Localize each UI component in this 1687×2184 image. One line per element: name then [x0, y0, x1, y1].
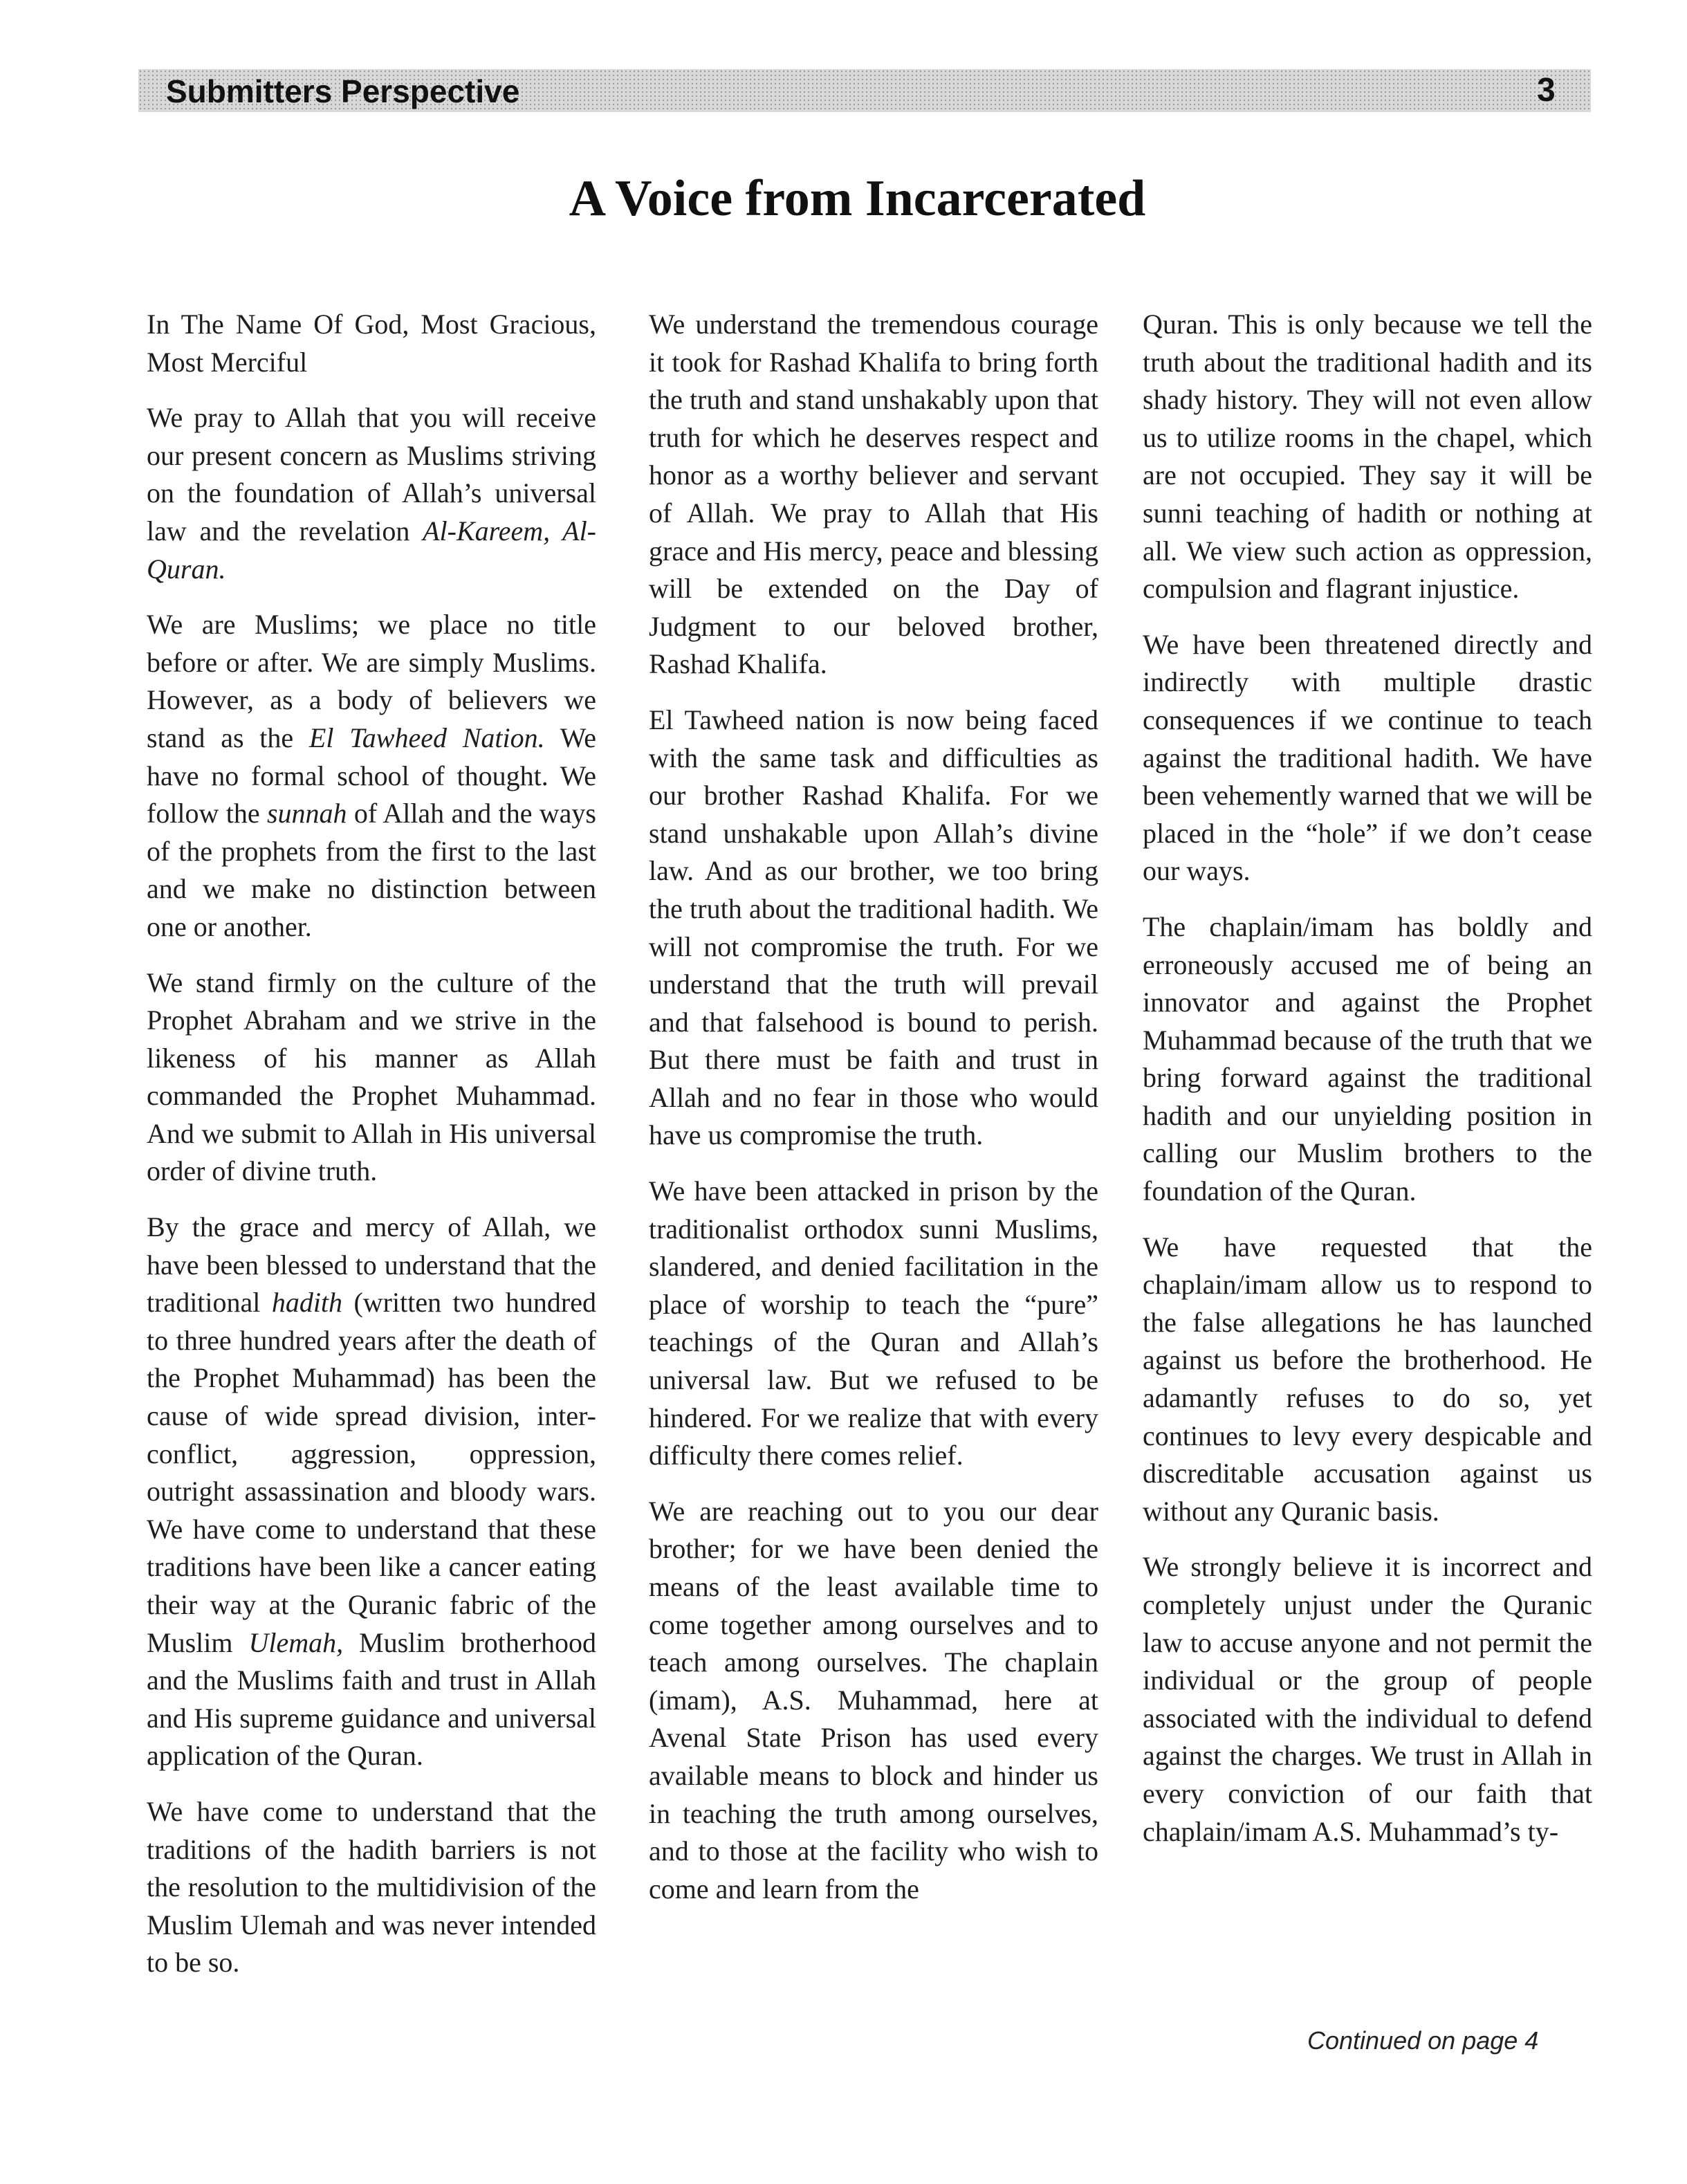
paragraph-text: We have been attacked in prison by the traditionalist orthodox sunni Muslims, slandered, and denied facilitation in the place of worship to teach the “pure” teachings of the Quran and Allah’s universal law. But we refused to be hindered. For we realize that with every difficulty there comes relief.: [649, 1175, 1098, 1471]
paragraph: [147, 1793, 596, 1982]
paragraph-text: We have come to understand that the traditions of the hadith barriers is not the resolution to the multidivision of the Muslim Ulemah and was never intended to be so.: [147, 1795, 596, 1979]
paragraph-italic: Al-Kareem, Al-Quran.: [147, 515, 596, 585]
paragraph-italic: hadith: [271, 1287, 343, 1319]
paragraph: [1143, 626, 1592, 890]
paragraph: [649, 1173, 1098, 1475]
paragraph-text: We have been threatened directly and indirectly with multiple drastic consequences if we continue to teach against the traditional hadith. We have been vehemently warned that we will be placed in the “hole” if we don’t cease our ways.: [1143, 628, 1592, 887]
paragraph-italic: Ulemah,: [248, 1626, 344, 1658]
paragraph: [1143, 908, 1592, 1211]
paragraph-text: We understand the tremendous courage it took for Rashad Khalifa to bring forth the truth and stand unshakably upon that truth for which he deserves respect and honor as a worthy believer and servant of Allah. We pray to Allah that His grace and His mercy, peace and blessing will be extended on the Day of Judgment to our beloved brother, Rashad Khalifa.: [649, 309, 1098, 680]
paragraph-text: We are Muslims; we place no title before or after. We are simply Muslims. However, as a body of believers we stand as the: [147, 609, 596, 753]
paragraph: [147, 1209, 596, 1775]
paragraph-text: Muslim brotherhood and the Muslims faith and trust in Allah and His supreme guidance and universal application of the Quran.: [147, 1626, 596, 1772]
paragraph-text: (written two hundred to three hundred years after the death of the Prophet Muhammad) has been the cause of wide spread division, inter-conflict, aggression, oppression, outright assassination and bloody wars. We have come to understand that these traditions have been like a cancer eating their way at the Quranic fabric of the Muslim: [147, 1287, 596, 1658]
continued-note: Continued on page 4: [1307, 2026, 1539, 2055]
paragraph-italic: sunnah: [266, 798, 347, 829]
paragraph: [147, 399, 596, 588]
paragraph: [649, 1493, 1098, 1909]
paragraph: [147, 964, 596, 1191]
paragraph-text: We stand firmly on the culture of the Prophet Abraham and we strive in the likeness of his manner as Allah commanded the Prophet Muhammad. And we submit to Allah in His universal order of divine truth.: [147, 966, 596, 1187]
paragraph-text: Quran. This is only because we tell the truth about the traditional hadith and its shady history. They will not even allow us to utilize rooms in the chapel, which are not occupied. They say it will be sunni teaching of hadith or nothing at all. We view such action as oppression, compulsion and flagrant injustice.: [1143, 309, 1592, 605]
publication-name: Submitters Perspective: [166, 73, 520, 109]
paragraph: [1143, 1229, 1592, 1531]
paragraph-text: of Allah and the ways of the prophets from the first to the last and we make no distinction between one or another.: [147, 798, 596, 942]
paragraph-text: In The Name Of God, Most Gracious, Most Merciful: [147, 309, 596, 378]
paragraph-text: We have no formal school of thought. We follow the: [147, 722, 596, 829]
paragraph: [147, 606, 596, 946]
paragraph-text: El Tawheed nation is now being faced with the same task and difficulties as our brother Rashad Khalifa. For we stand unshakable upon Allah’s divine law. And as our brother, we too bring the truth about the traditional hadith. We will not compromise the truth. For we understand that the truth will prevail and that falsehood is bound to perish. But there must be faith and trust in Allah and no fear in those who would have us compromise the truth.: [649, 704, 1098, 1151]
article-column-2: [649, 306, 1098, 1908]
paragraph-text: We strongly believe it is incorrect and completely unjust under the Quranic law to accuse anyone and not permit the individual or the group of people associated with the individual to defend against the charges. We trust in Allah in every conviction of our faith that chaplain/imam A.S. Muhammad’s ty-: [1143, 1551, 1592, 1847]
paragraph: [1143, 306, 1592, 608]
paragraph-text: We pray to Allah that you will receive our present concern as Muslims striving on the foundation of Allah’s universal law and the revelation: [147, 402, 596, 547]
article-column-3: [1143, 306, 1592, 1851]
paragraph: [649, 701, 1098, 1155]
paragraph-text: We are reaching out to you our dear brother; for we have been denied the means of the least available time to come together among ourselves and to teach among ourselves. The chaplain (imam), A.S. Muhammad, here at Avenal State Prison has used every available means to block and hinder us in teaching the truth among ourselves, and to those at the facility who wish to come and learn from the: [649, 1495, 1098, 1905]
paragraph-text: By the grace and mercy of Allah, we have been blessed to understand that the traditional: [147, 1211, 596, 1319]
paragraph: [147, 306, 596, 381]
page-number: 3: [1537, 72, 1556, 109]
paragraph-text: We have requested that the chaplain/imam allow us to respond to the false allegations he has launched against us before the brotherhood. He adamantly refuses to do so, yet continues to levy every despicable and discreditable accusation against us without any Quranic basis.: [1143, 1231, 1592, 1527]
paragraph: [1143, 1548, 1592, 1851]
paragraph: [649, 306, 1098, 683]
article-column-1: [147, 306, 596, 1982]
paragraph-italic: El Tawheed Nation.: [308, 722, 545, 753]
article-title: A Voice from Incarcerated: [569, 170, 1146, 227]
paragraph-text: The chaplain/imam has boldly and erroneously accused me of being an innovator and against the Prophet Muhammad because of the truth that we bring forward against the traditional hadith and our unyielding position in calling our Muslim brothers to the foundation of the Quran.: [1143, 910, 1592, 1207]
